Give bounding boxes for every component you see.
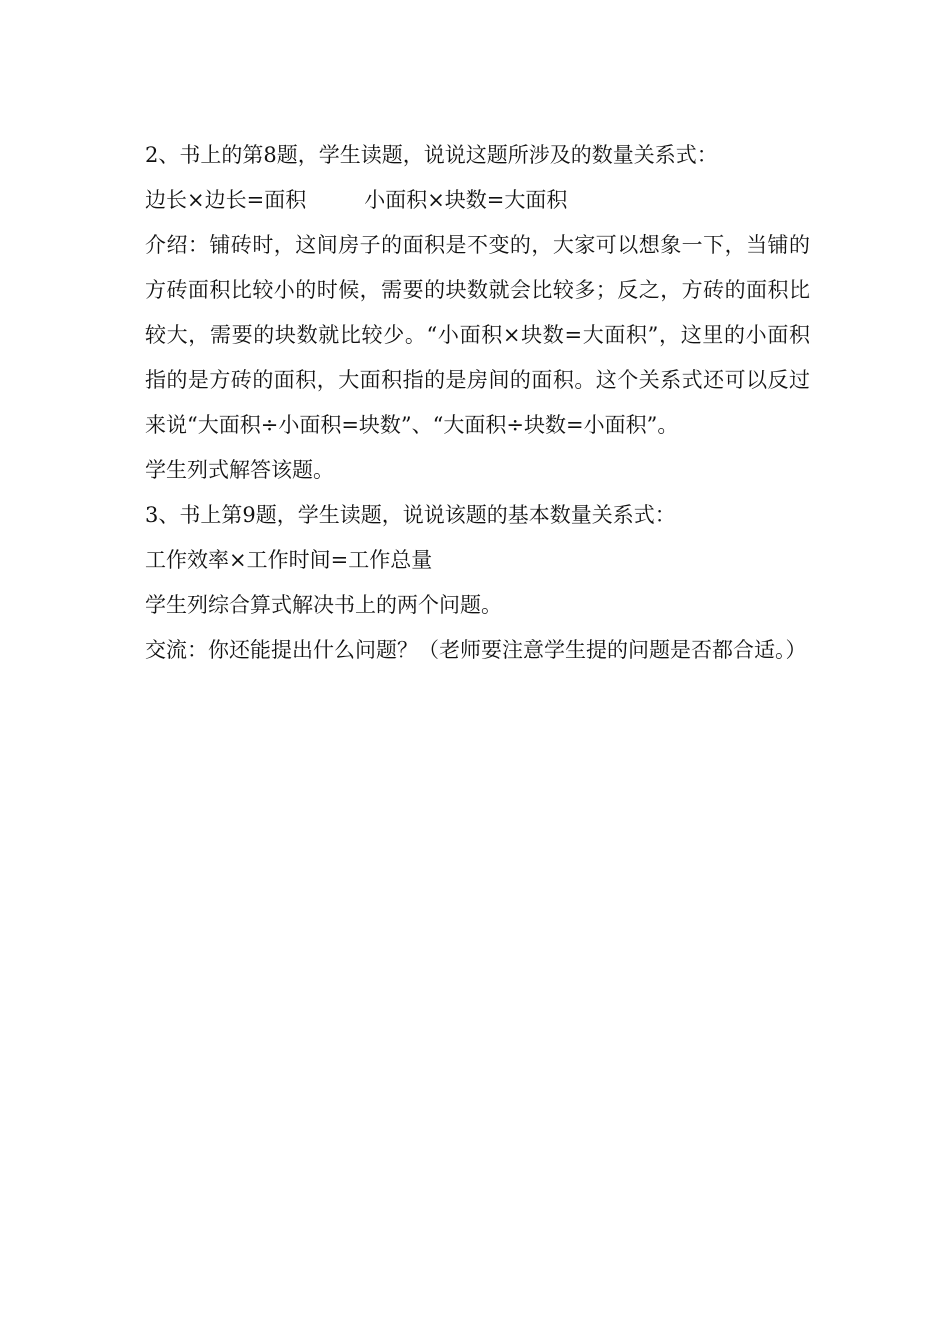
paragraph-problem-9: 3、书上第9题，学生读题，说说该题的基本数量关系式： bbox=[145, 503, 676, 527]
paragraph-combined-formula: 学生列综合算式解决书上的两个问题。 bbox=[145, 593, 502, 617]
paragraph-problem-8: 2、书上的第8题，学生读题，说说这题所涉及的数量关系式： bbox=[145, 143, 718, 167]
paragraph-student-solve: 学生列式解答该题。 bbox=[145, 458, 334, 482]
paragraph-introduction: 介绍：铺砖时，这间房子的面积是不变的，大家可以想象一下，当铺的方砖面积比较小的时候，需要的块数就会比较多；反之，方砖的面积比较大，需要的块数就比较少。“小面积×块数=大面积”，这里的小面积指的是方砖的面积，大面积指的是房间的面积。这个关系式还可以反过来说“大面积÷小面积=块数”、“大面积÷块数=小面积”。 bbox=[145, 233, 810, 437]
formula-work: 工作效率×工作时间=工作总量 bbox=[145, 548, 433, 572]
formula-square-area: 边长×边长=面积 bbox=[145, 188, 307, 212]
formula-line-area bbox=[145, 178, 810, 223]
formula-tile-area: 小面积×块数=大面积 bbox=[364, 188, 568, 212]
paragraph-discussion: 交流：你还能提出什么问题？（老师要注意学生提的问题是否都合适。） bbox=[145, 638, 807, 662]
document-body bbox=[145, 133, 810, 673]
